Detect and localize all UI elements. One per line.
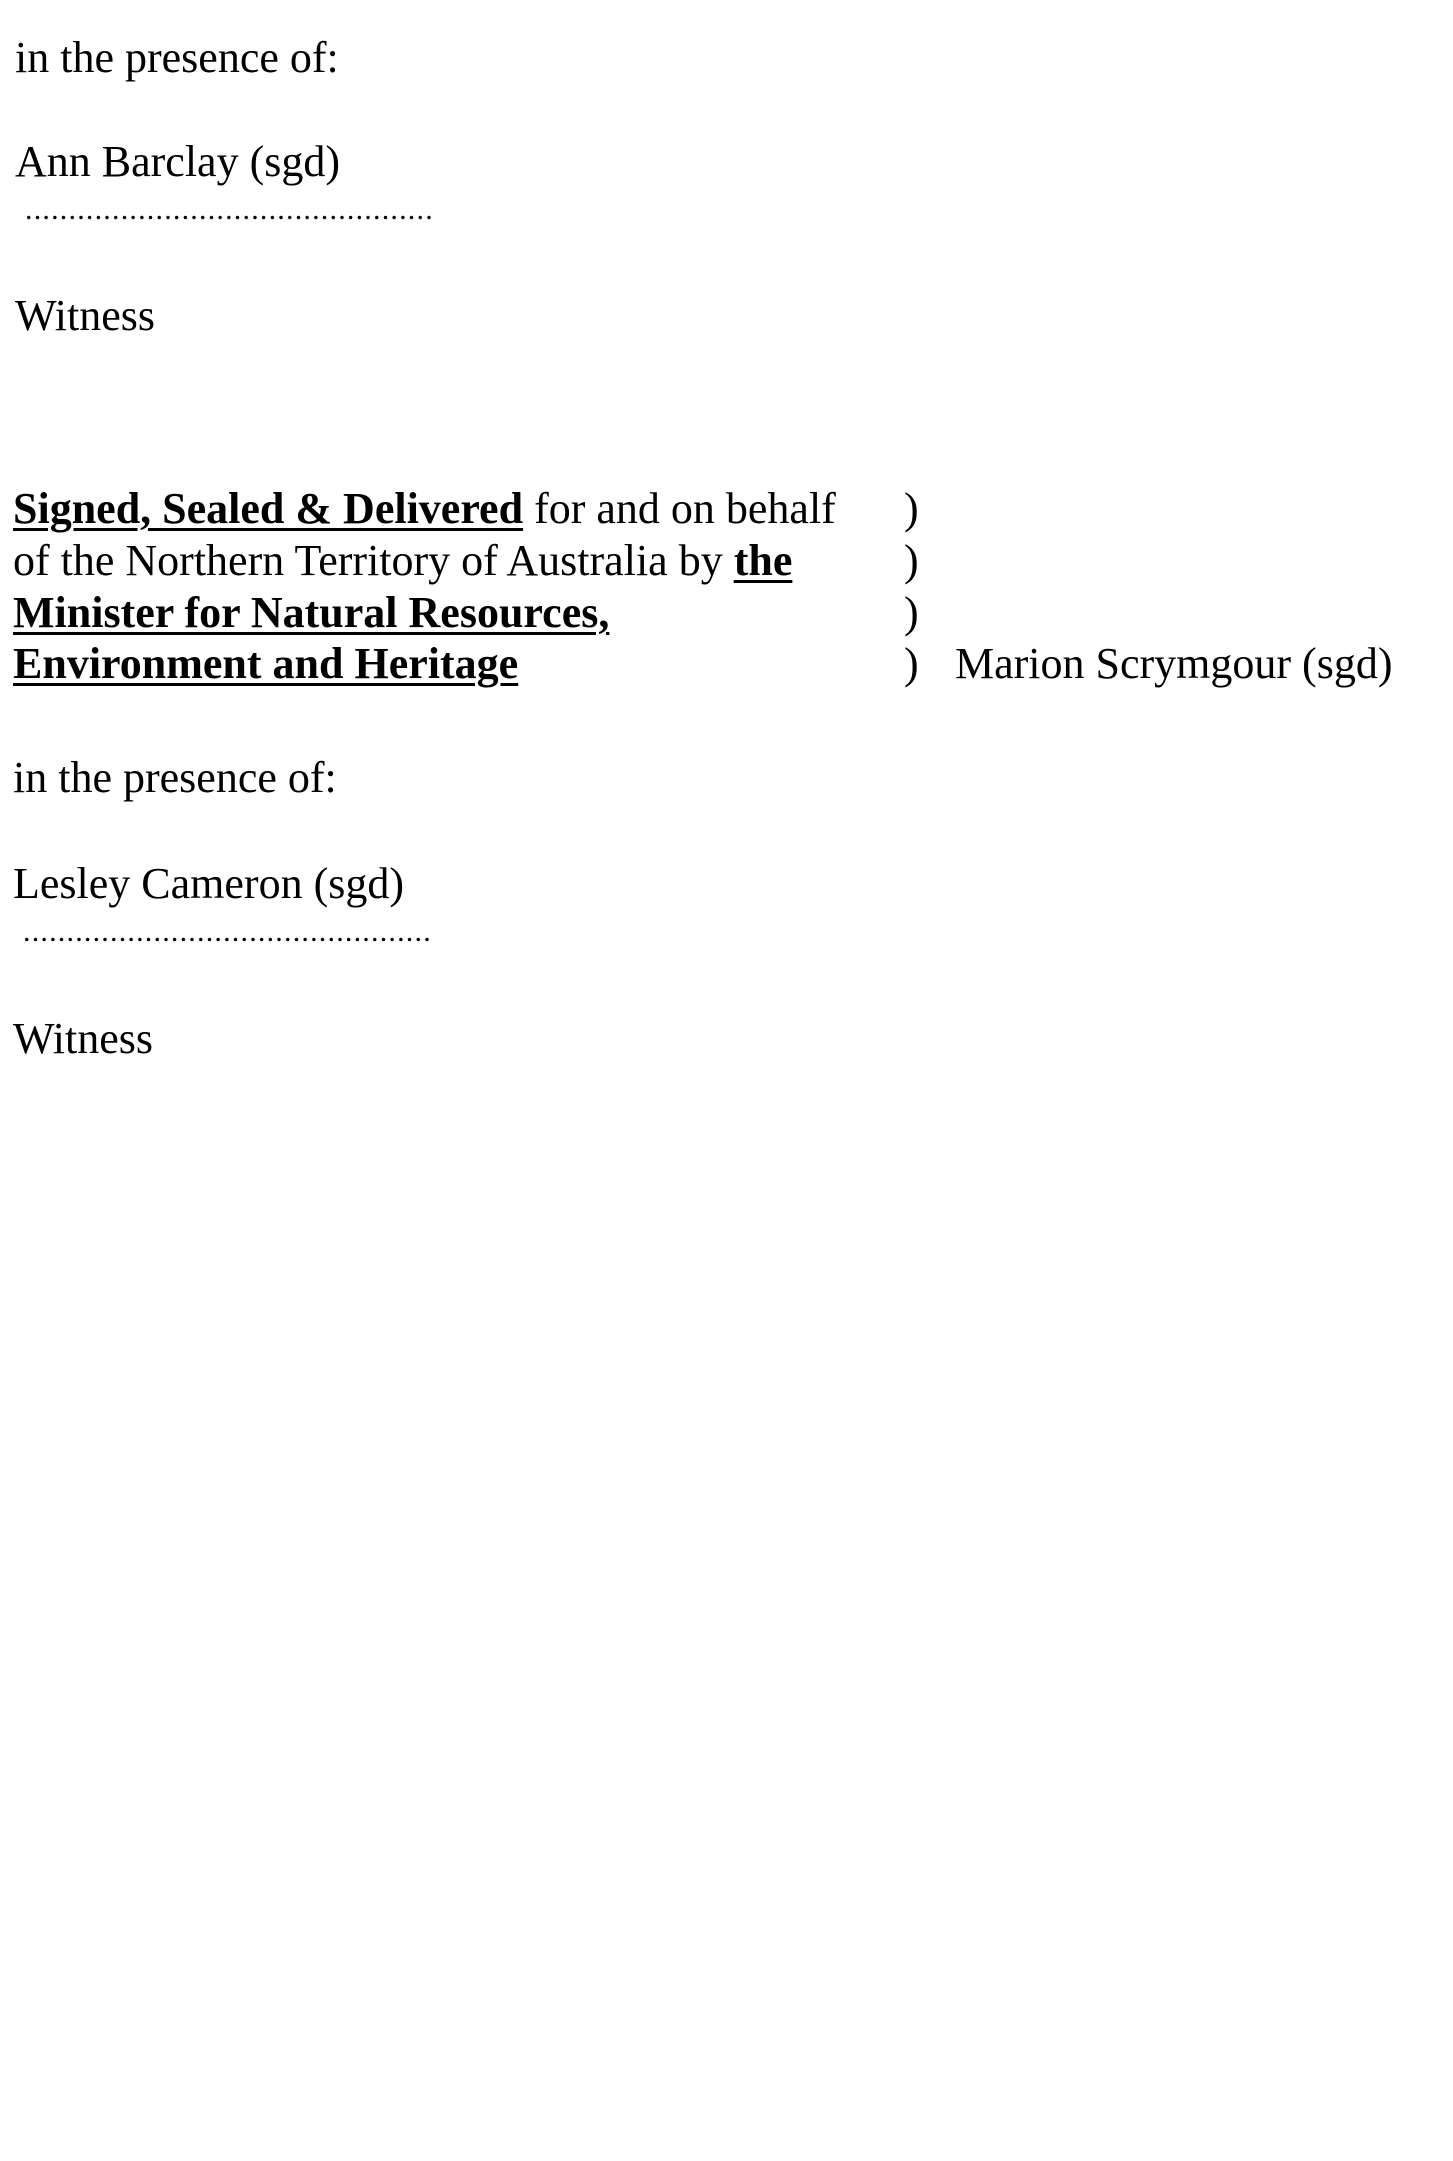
bracket-3: ): [904, 588, 919, 637]
execution-line-3: [13, 587, 609, 639]
presence-text-1: in the presence of:: [15, 33, 339, 82]
execution-line-2: [13, 535, 792, 587]
signed-sealed-delivered: Signed, Sealed & Delivered: [13, 484, 524, 533]
witness-name-1: Ann Barclay (sgd): [15, 137, 341, 186]
bracket-4: ): [904, 639, 919, 688]
signature-line-1: ...............................................: [25, 193, 434, 226]
execution-line-1: [13, 483, 836, 535]
signatory-name: Marion Scrymgour (sgd): [955, 639, 1393, 688]
execution-line-4: [13, 638, 518, 690]
signature-line-2: ...............................................: [23, 915, 432, 948]
minister-title-1: Minister for Natural Resources,: [13, 588, 610, 637]
bracket-1: ): [904, 484, 919, 533]
the-minister-prefix: the: [733, 536, 793, 585]
witness-label-1: Witness: [15, 291, 155, 340]
execution-line-1-rest: for and on behalf: [523, 484, 836, 533]
minister-title-2: Environment and Heritage: [13, 639, 519, 688]
bracket-2: ): [904, 536, 919, 585]
witness-name-2: Lesley Cameron (sgd): [13, 859, 404, 908]
witness-label-2: Witness: [13, 1014, 153, 1063]
presence-text-2: in the presence of:: [13, 753, 337, 802]
execution-line-2-text: of the Northern Territory of Australia by: [13, 536, 734, 585]
